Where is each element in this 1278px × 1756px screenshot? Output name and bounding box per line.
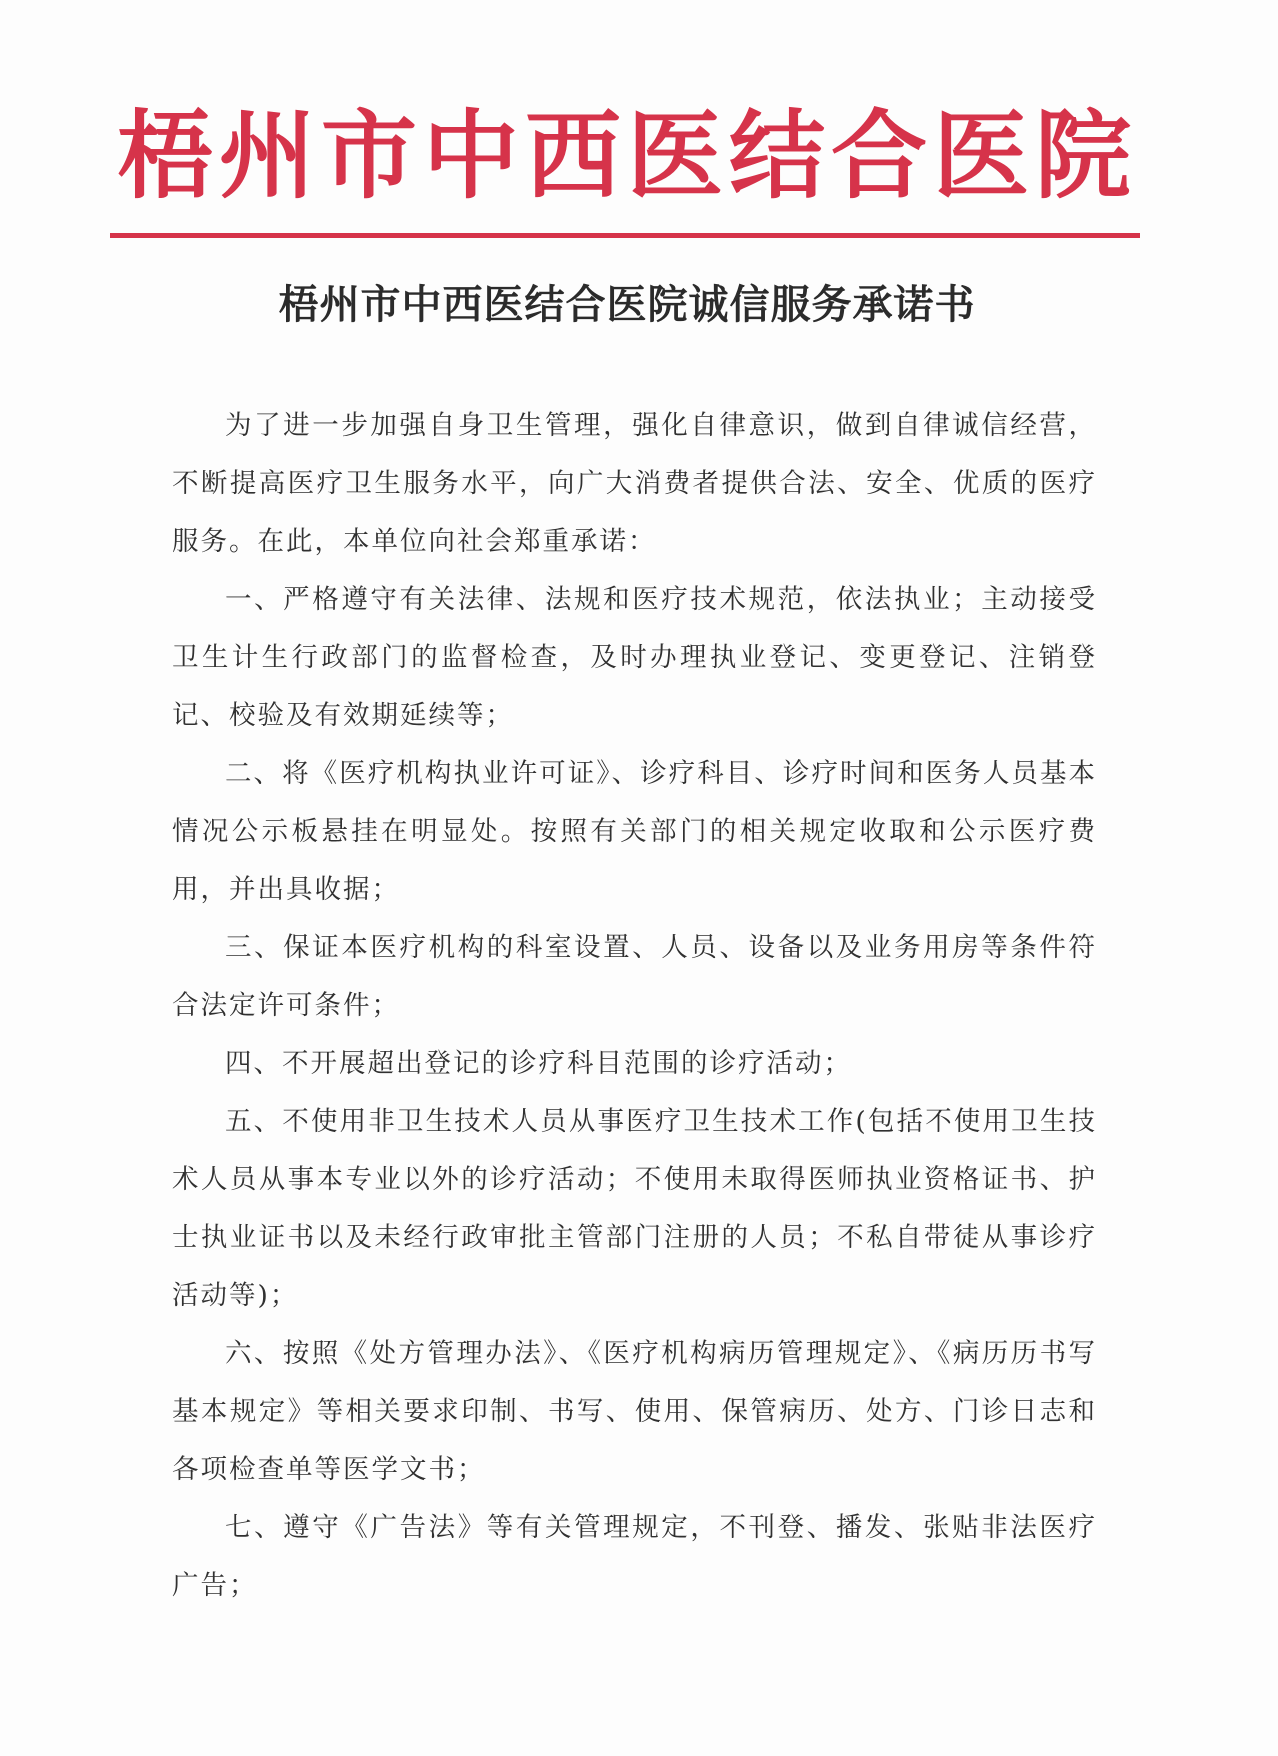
paragraph-intro: 为了进一步加强自身卫生管理，强化自律意识，做到自律诚信经营，不断提高医疗卫生服务水平，向广大消费者提供合法、安全、优质的医疗服务。在此，本单位向社会郑重承诺： — [172, 410, 1097, 557]
paragraph-item-3: 三、保证本医疗机构的科室设置、人员、设备以及业务用房等条件符合法定许可条件； — [172, 932, 1097, 1021]
paragraph-item-2: 二、将《医疗机构执业许可证》、诊疗科目、诊疗时间和医务人员基本情况公示板悬挂在明显处。按照有关部门的相关规定收取和公示医疗费用，并出具收据； — [172, 758, 1097, 905]
paragraph-item-1: 一、严格遵守有关法律、法规和医疗技术规范，依法执业；主动接受卫生计生行政部门的监督检查，及时办理执业登记、变更登记、注销登记、校验及有效期延续等； — [172, 584, 1097, 731]
paragraph-item-5: 五、不使用非卫生技术人员从事医疗卫生技术工作(包括不使用卫生技术人员从事本专业以外的诊疗活动；不使用未取得医师执业资格证书、护士执业证书以及未经行政审批主管部门注册的人员；不私自带徒从事诊疗活动等)； — [172, 1106, 1097, 1311]
letterhead-divider — [110, 233, 1140, 238]
paragraph-item-7: 七、遵守《广告法》等有关管理规定，不刊登、播发、张贴非法医疗广告； — [172, 1512, 1097, 1601]
letterhead-org-name: 梧州市中西医结合医院 — [117, 98, 1137, 212]
paragraph-item-4: 四、不开展超出登记的诊疗科目范围的诊疗活动； — [225, 1048, 852, 1079]
document-title: 梧州市中西医结合医院诚信服务承诺书 — [278, 282, 976, 328]
paragraph-item-6: 六、按照《处方管理办法》、《医疗机构病历管理规定》、《病历历书写基本规定》等相关要求印制、书写、使用、保管病历、处方、门诊日志和各项检查单等医学文书； — [172, 1338, 1097, 1485]
document-body — [172, 397, 1097, 1615]
